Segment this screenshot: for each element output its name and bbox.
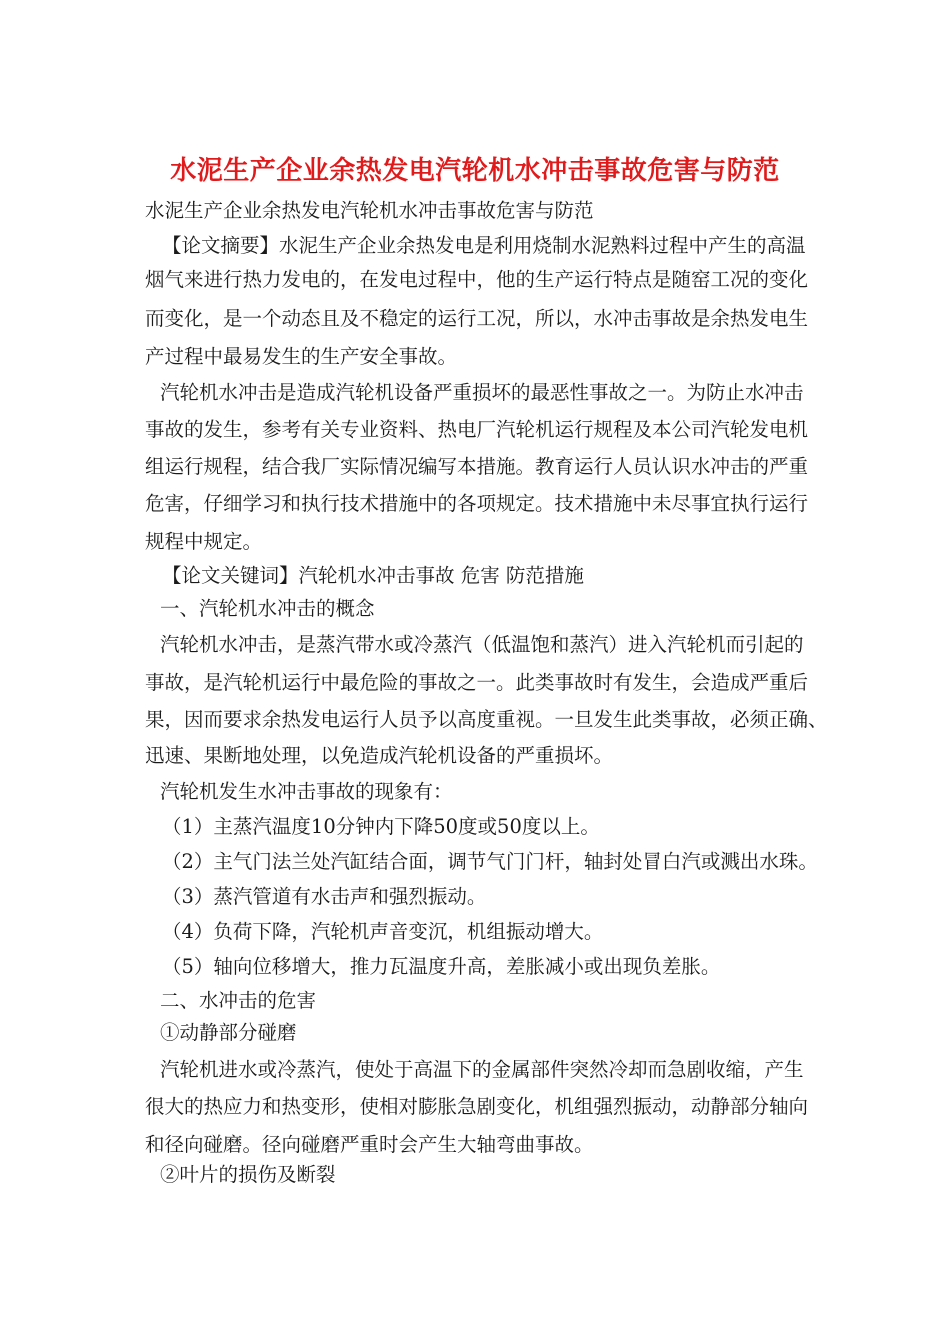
list-item: （3）蒸汽管道有水击声和强烈振动。 [162, 885, 487, 908]
list-item: （2）主气门法兰处汽缸结合面，调节气门门杆，轴封处冒白汽或溅出水珠。 [162, 850, 818, 873]
subsection-heading: ②叶片的损伤及断裂 [160, 1163, 336, 1186]
body-line: 果，因而要求余热发电运行人员予以高度重视。一旦发生此类事故，必须正确、 [145, 708, 828, 731]
body-line: 迅速、果断地处理，以免造成汽轮机设备的严重损坏。 [145, 744, 614, 767]
body-line: 组运行规程，结合我厂实际情况编写本措施。教育运行人员认识水冲击的严重 [145, 455, 809, 478]
abstract-line: 【论文摘要】水泥生产企业余热发电是利用烧制水泥熟料过程中产生的高温 [162, 234, 806, 257]
list-item: （5）轴向位移增大，推力瓦温度升高，差胀减小或出现负差胀。 [162, 955, 721, 978]
body-line: 汽轮机进水或冷蒸汽，使处于高温下的金属部件突然冷却而急剧收缩，产生 [160, 1058, 804, 1081]
abstract-line: 烟气来进行热力发电的，在发电过程中，他的生产运行特点是随窑工况的变化 [145, 268, 809, 291]
body-line: 很大的热应力和热变形，使相对膨胀急剧变化，机组强烈振动，动静部分轴向 [145, 1095, 809, 1118]
document-title: 水泥生产企业余热发电汽轮机水冲击事故危害与防范 [170, 156, 780, 186]
subtitle-line: 水泥生产企业余热发电汽轮机水冲击事故危害与防范 [145, 199, 594, 222]
section-heading: 二、水冲击的危害 [160, 989, 317, 1012]
abstract-line: 产过程中最易发生的生产安全事故。 [145, 345, 458, 368]
body-line: 汽轮机水冲击，是蒸汽带水或冷蒸汽（低温饱和蒸汽）进入汽轮机而引起的 [160, 633, 804, 656]
keywords-line: 【论文关键词】汽轮机水冲击事故 危害 防范措施 [162, 564, 584, 587]
body-line: 事故的发生，参考有关专业资料、热电厂汽轮机运行规程及本公司汽轮发电机 [145, 418, 809, 441]
body-line: 规程中规定。 [145, 530, 263, 553]
body-line: 汽轮机发生水冲击事故的现象有： [160, 780, 453, 803]
body-line: 事故，是汽轮机运行中最危险的事故之一。此类事故时有发生，会造成严重后 [145, 671, 809, 694]
abstract-line: 而变化，是一个动态且及不稳定的运行工况，所以，水冲击事故是余热发电生 [145, 307, 809, 330]
list-item: （1）主蒸汽温度10分钟内下降50度或50度以上。 [162, 815, 600, 838]
list-item: （4）负荷下降，汽轮机声音变沉，机组振动增大。 [162, 920, 604, 943]
body-line: 和径向碰磨。径向碰磨严重时会产生大轴弯曲事故。 [145, 1133, 594, 1156]
body-line: 汽轮机水冲击是造成汽轮机设备严重损坏的最恶性事故之一。为防止水冲击 [160, 381, 804, 404]
subsection-heading: ①动静部分碰磨 [160, 1021, 297, 1044]
body-line: 危害，仔细学习和执行技术措施中的各项规定。技术措施中未尽事宜执行运行 [145, 492, 809, 515]
section-heading: 一、汽轮机水冲击的概念 [160, 597, 375, 620]
